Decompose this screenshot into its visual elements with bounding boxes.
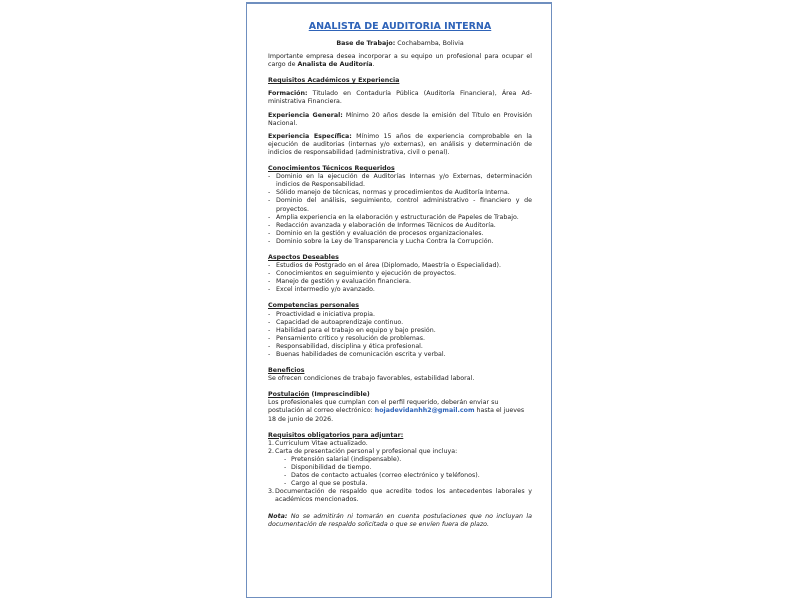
- academic-heading: Requisitos Académicos y Experiencia: [268, 77, 400, 85]
- list-item: [268, 440, 532, 448]
- list-item: [268, 448, 532, 488]
- tech-list: [268, 173, 532, 246]
- item-number: 2.: [268, 447, 275, 455]
- benefits-heading: Beneficios: [268, 367, 305, 375]
- list-item: - Disponibilidad de tiempo.: [283, 464, 532, 472]
- list-item: - Habilidad para el trabajo en equipo y bajo presión.: [268, 327, 532, 335]
- list-item: - Dominio en la ejecución de Auditorías Internas y/o Externas, determinación indicios de Responsabilidad.: [268, 173, 532, 189]
- specific-experience-label: Experiencia Específica:: [268, 132, 352, 140]
- application-deadline: hasta el jueves 18 de junio de 2026.: [268, 407, 525, 423]
- list-item: - Capacidad de autoaprendizaje continuo.: [268, 319, 532, 327]
- list-item: - Dominio sobre la Ley de Transparencia y Lucha Contra la Corrupción.: [268, 238, 532, 246]
- item-number: 1.: [268, 439, 275, 447]
- list-item: - Redacción avanzada y elaboración de Informes Técnicos de Auditoría.: [268, 222, 532, 230]
- list-item: - Manejo de gestión y evaluación financiera.: [268, 278, 532, 286]
- application-email-link[interactable]: hojadevidanhh2@gmail.com: [374, 407, 475, 415]
- intro-position: Analista de Auditoría: [297, 61, 373, 69]
- list-item: - Estudios de Postgrado en el área (Diplomado, Maestría o Especialidad).: [268, 262, 532, 270]
- application-text: Los profesionales que cumplan con el perfil requerido, deberán enviar su postulación al correo electrónico:: [268, 399, 499, 415]
- cover-letter-sublist: [275, 456, 532, 488]
- work-base-value: Cochabamba, Bolivia: [395, 40, 464, 47]
- list-item: - Amplia experiencia en la elaboración y estructuración de Papeles de Trabajo.: [268, 214, 532, 222]
- note-paragraph: [268, 513, 532, 529]
- mandatory-heading: Requisitos obligatorios para adjuntar:: [268, 431, 404, 439]
- list-item: - Proactividad e iniciativa propia.: [268, 311, 532, 319]
- benefits-text: Se ofrecen condiciones de trabajo favorables, estabilidad laboral.: [268, 375, 475, 383]
- specific-experience-text: Mínimo 15 años de experiencia comprobable en la ejecución de auditorias (internas y/o externas), en análisis y determinación de indicios de responsabilidad (administrativa, civil o penal).: [268, 132, 532, 156]
- note-text: No se admitirán ni tomarán en cuenta postulaciones que no incluyan la documentación de respaldo solicitada o que se envíen fuera de plazo.: [268, 512, 532, 528]
- list-item: - Excel intermedio y/o avanzado.: [268, 286, 532, 294]
- intro-end: .: [372, 61, 375, 69]
- formacion-label: Formación:: [268, 90, 308, 98]
- general-experience-label: Experiencia General:: [268, 111, 343, 119]
- list-item: [268, 488, 532, 504]
- item-text: Carta de presentación personal y profesional que incluya:: [275, 447, 458, 455]
- specific-experience-paragraph: [268, 133, 532, 157]
- competencies-list: [268, 311, 532, 360]
- desirable-heading: Aspectos Deseables: [268, 253, 339, 261]
- application-paragraph: [268, 399, 532, 423]
- application-heading-suffix: (Imprescindible): [309, 391, 370, 399]
- desirable-list: [268, 262, 532, 294]
- note-label: Nota:: [268, 512, 288, 520]
- general-experience-paragraph: [268, 112, 532, 128]
- document-page: [246, 2, 552, 598]
- application-heading: Postulación: [268, 391, 310, 399]
- list-item: - Sólido manejo de técnicas, normas y procedimientos de Auditoría Interna.: [268, 189, 532, 197]
- item-number: 3.: [268, 488, 275, 496]
- list-item: - Dominio del análisis, seguimiento, control administrativo - financiero y de proyectos.: [268, 197, 532, 213]
- item-text: Documentación de respaldo que acredite todos los antecedentes laborales y académicos mencionados.: [275, 488, 532, 504]
- list-item: - Conocimientos en seguimiento y ejecución de proyectos.: [268, 270, 532, 278]
- list-item: - Pretensión salarial (indispensable).: [283, 456, 532, 464]
- list-item: - Dominio en la gestión y evaluación de procesos organizacionales.: [268, 230, 532, 238]
- item-text: Curriculum Vitae actualizado.: [275, 439, 368, 447]
- document-content: [268, 21, 532, 529]
- list-item: - Cargo al que se postula.: [283, 480, 532, 488]
- competencies-heading: Competencias personales: [268, 302, 359, 310]
- list-item: - Responsabilidad, disciplina y ética profesional.: [268, 343, 532, 351]
- formacion-paragraph: [268, 90, 532, 106]
- work-base: [268, 40, 532, 48]
- list-item: - Datos de contacto actuales (correo electrónico y teléfonos).: [283, 472, 532, 480]
- list-item: - Buenas habilidades de comunicación escrita y verbal.: [268, 351, 532, 359]
- general-experience-text: Mínimo 20 años desde la emisión del Título en Provisión Nacional.: [268, 111, 533, 127]
- intro-paragraph: [268, 53, 532, 69]
- tech-heading: Conocimientos Técnicos Requeridos: [268, 165, 395, 173]
- formacion-text: Titulado en Contaduría Pública (Auditoría Financiera), Área Administrativa Financiera.: [268, 90, 532, 106]
- mandatory-list: [268, 440, 532, 505]
- job-title: ANALISTA DE AUDITORIA INTERNA: [308, 21, 492, 32]
- list-item: - Pensamiento crítico y resolución de problemas.: [268, 335, 532, 343]
- intro-text: Importante empresa desea incorporar a su equipo un profesional para ocupar el cargo de: [268, 53, 532, 69]
- work-base-label: Base de Trabajo:: [336, 40, 396, 47]
